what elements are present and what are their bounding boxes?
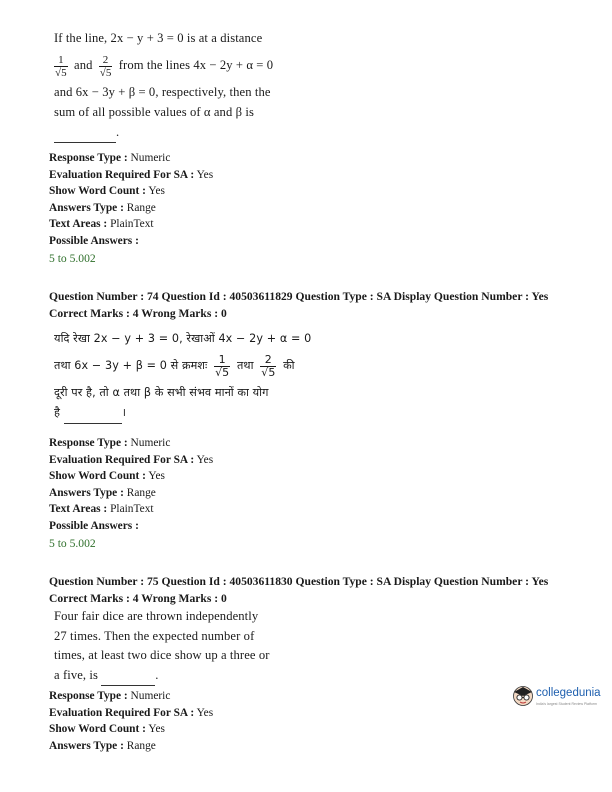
meta-key: Show Word Count : bbox=[49, 470, 146, 482]
fraction-numerator: 2 bbox=[260, 354, 276, 367]
q73-line2-rest: from the lines 4x − 2y + α = 0 bbox=[118, 58, 274, 72]
meta-value: PlainText bbox=[107, 503, 154, 515]
q75-header bbox=[49, 574, 548, 607]
q74-line4 bbox=[54, 403, 311, 424]
q75-line4 bbox=[54, 666, 270, 687]
answer-blank bbox=[101, 666, 155, 687]
fraction-denominator: √5 bbox=[99, 66, 112, 79]
tatha-word: तथा bbox=[236, 359, 254, 372]
q73-line1: If the line, 2x − y + 3 = 0 is at a distance bbox=[54, 31, 263, 45]
meta-row bbox=[49, 468, 213, 485]
meta-value: Numeric bbox=[127, 152, 171, 164]
meta-key: Answers Type : bbox=[49, 201, 124, 214]
question-header: Question Number : 74 Question Id : 40503611829 Question Type : SA Display Question Number : Yes bbox=[49, 290, 549, 303]
purna-viram: । bbox=[121, 406, 127, 419]
q73-line4: sum of all possible values of α and β is bbox=[54, 105, 254, 119]
answer-blank bbox=[54, 122, 116, 143]
meta-key: Evaluation Required For SA : bbox=[49, 453, 195, 466]
meta-row bbox=[49, 200, 213, 217]
question-74-text bbox=[54, 329, 311, 424]
meta-key: Answers Type : bbox=[49, 739, 124, 752]
meta-row bbox=[49, 150, 213, 167]
meta-value: Numeric bbox=[127, 690, 171, 702]
marks-line: Correct Marks : 4 Wrong Marks : 0 bbox=[49, 591, 227, 605]
meta-key: Answers Type : bbox=[49, 486, 124, 499]
meta-key: Response Type : bbox=[49, 690, 128, 702]
collegedunia-logo bbox=[512, 684, 612, 714]
logo-wordmark: collegedunia bbox=[536, 687, 601, 699]
ki-word: की bbox=[283, 359, 295, 372]
q73-line3: and 6x − 3y + β = 0, respectively, then the bbox=[54, 85, 271, 99]
logo-tagline: India's largest Student Review Platform bbox=[536, 702, 597, 706]
meta-value: Yes bbox=[145, 185, 165, 197]
q75-line3: times, at least two dice show up a three or bbox=[54, 648, 270, 662]
mascot-icon bbox=[512, 684, 534, 708]
q74-line1: यदि रेखा 2x − y + 3 = 0, रेखाओं 4x − 2y + α = 0 bbox=[54, 332, 312, 345]
q75-line2: 27 times. Then the expected number of bbox=[54, 628, 255, 643]
fraction-numerator: 1 bbox=[54, 54, 68, 67]
q74-fraction-1 bbox=[214, 354, 230, 379]
meta-row bbox=[49, 167, 213, 184]
marks-line: Correct Marks : 4 Wrong Marks : 0 bbox=[49, 306, 227, 320]
fraction-denominator: √5 bbox=[55, 66, 67, 79]
q74-fraction-2 bbox=[260, 354, 276, 379]
meta-key: Response Type : bbox=[49, 152, 128, 164]
q74-line2-start: तथा 6x − 3y + β = 0 से क्रमशः bbox=[54, 359, 208, 372]
q75-line4-start: a five, is bbox=[54, 667, 99, 682]
meta-value: Yes bbox=[194, 453, 214, 466]
q74-line2 bbox=[54, 349, 311, 383]
meta-row bbox=[49, 183, 213, 200]
q73-fraction-1 bbox=[54, 54, 68, 79]
q74-line3: दूरी पर है, तो α तथा β के सभी संभव मानों का योग bbox=[54, 386, 269, 399]
period: . bbox=[155, 667, 159, 682]
meta-value: Range bbox=[123, 486, 156, 499]
meta-row bbox=[49, 688, 213, 705]
meta-value: Yes bbox=[145, 470, 165, 482]
q75-line1: Four fair dice are thrown independently bbox=[54, 609, 259, 623]
and-word: and bbox=[74, 58, 93, 72]
q73-fraction-2 bbox=[99, 54, 113, 79]
meta-value: Numeric bbox=[127, 437, 171, 449]
q73-line5 bbox=[54, 122, 273, 143]
meta-key: Evaluation Required For SA : bbox=[49, 168, 195, 181]
q74-meta bbox=[49, 435, 213, 553]
question-75-text bbox=[54, 607, 270, 686]
meta-key: Text Areas : bbox=[49, 218, 108, 230]
meta-row bbox=[49, 705, 213, 722]
meta-row bbox=[49, 452, 213, 469]
meta-value: Range bbox=[123, 201, 156, 214]
q74-header bbox=[49, 289, 548, 322]
answer-blank bbox=[64, 403, 122, 424]
question-header: Question Number : 75 Question Id : 40503611830 Question Type : SA Display Question Number : Yes bbox=[49, 575, 549, 588]
meta-value: PlainText bbox=[107, 218, 154, 230]
meta-key: Text Areas : bbox=[49, 503, 108, 515]
meta-value: Range bbox=[123, 739, 156, 752]
fraction-numerator: 2 bbox=[99, 54, 113, 67]
meta-key: Evaluation Required For SA : bbox=[49, 706, 195, 719]
meta-key: Show Word Count : bbox=[49, 723, 146, 735]
q74-line4-start: है bbox=[54, 406, 61, 419]
meta-value: Yes bbox=[194, 168, 214, 181]
fraction-denominator: √5 bbox=[215, 365, 230, 379]
meta-row bbox=[49, 216, 213, 233]
fraction-numerator: 1 bbox=[214, 354, 230, 367]
q73-meta bbox=[49, 150, 213, 268]
meta-row bbox=[49, 233, 213, 250]
meta-value: Yes bbox=[194, 706, 214, 719]
meta-row bbox=[49, 435, 213, 452]
meta-row bbox=[49, 738, 213, 755]
q75-meta bbox=[49, 688, 213, 754]
period: . bbox=[116, 125, 120, 139]
meta-key: Response Type : bbox=[49, 437, 128, 449]
meta-row bbox=[49, 721, 213, 738]
meta-key: Possible Answers : bbox=[49, 234, 139, 247]
fraction-denominator: √5 bbox=[261, 365, 276, 379]
possible-answer: 5 to 5.002 bbox=[49, 537, 96, 550]
meta-row bbox=[49, 518, 213, 535]
meta-row bbox=[49, 485, 213, 502]
meta-key: Show Word Count : bbox=[49, 185, 146, 197]
meta-value: Yes bbox=[145, 723, 165, 735]
question-73-text bbox=[54, 28, 273, 143]
meta-row bbox=[49, 501, 213, 518]
q73-line2 bbox=[54, 48, 273, 82]
possible-answer: 5 to 5.002 bbox=[49, 252, 96, 265]
meta-key: Possible Answers : bbox=[49, 519, 139, 532]
